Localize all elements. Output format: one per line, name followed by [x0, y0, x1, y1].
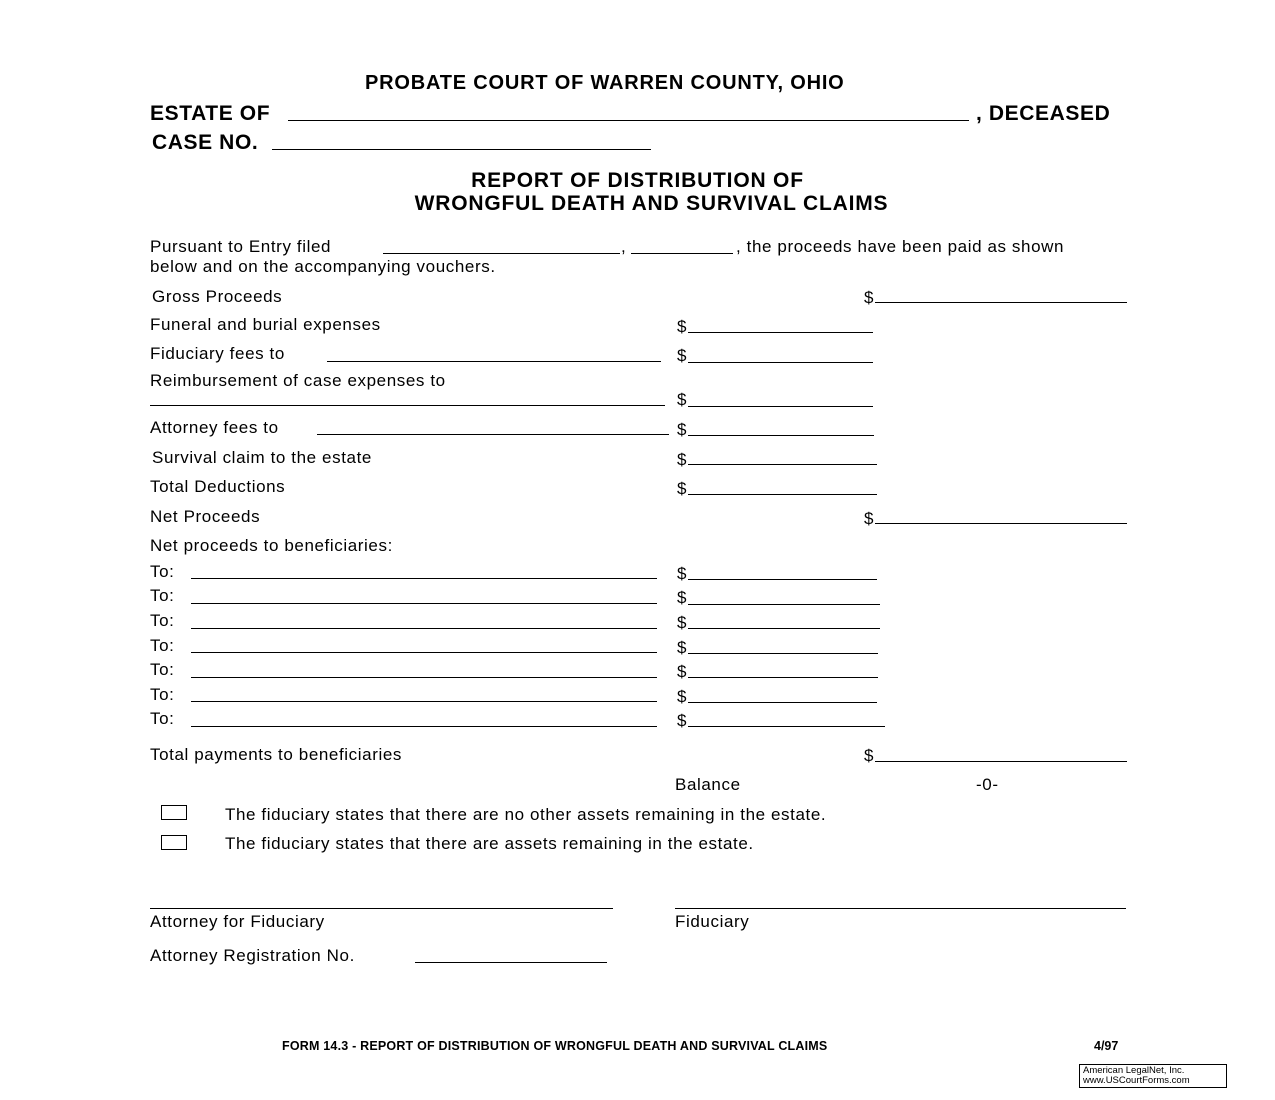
estate-of-label: ESTATE OF [150, 102, 271, 125]
attorney-name-field[interactable] [317, 434, 669, 435]
fiduciary-signature-line[interactable] [675, 908, 1126, 909]
publisher-stamp [1079, 1064, 1227, 1088]
dollar-sign: $ [677, 390, 688, 409]
case-no-field[interactable] [272, 149, 651, 150]
dollar-sign: $ [677, 613, 688, 632]
beneficiary-to-label: To: [150, 586, 175, 605]
fiduciary-label: Fiduciary [675, 912, 750, 931]
funeral-label: Funeral and burial expenses [150, 315, 381, 334]
entry-year-field[interactable] [631, 253, 733, 254]
dollar-sign: $ [864, 288, 875, 307]
assets-remaining-statement: The fiduciary states that there are assets remaining in the estate. [225, 834, 754, 853]
intro-comma: , [621, 237, 627, 256]
no-other-assets-checkbox[interactable] [161, 805, 187, 820]
reimbursement-label: Reimbursement of case expenses to [150, 371, 446, 390]
assets-remaining-checkbox[interactable] [161, 835, 187, 850]
dollar-sign: $ [677, 479, 688, 498]
fiduciary-fees-label: Fiduciary fees to [150, 344, 285, 363]
total-payments-amount[interactable] [875, 761, 1127, 762]
proceeds-text: , the proceeds have been paid as shown [736, 237, 1065, 256]
gross-proceeds-amount[interactable] [875, 302, 1127, 303]
dollar-sign: $ [677, 317, 688, 336]
beneficiary-name-field[interactable] [191, 578, 657, 579]
net-to-beneficiaries-label: Net proceeds to beneficiaries: [150, 536, 393, 555]
attorney-fees-label: Attorney fees to [150, 418, 279, 437]
total-deductions-label: Total Deductions [150, 477, 286, 496]
attorney-registration-field[interactable] [415, 962, 607, 963]
beneficiary-amount-field[interactable] [688, 726, 885, 727]
attorney-signature-line[interactable] [150, 908, 613, 909]
funeral-amount[interactable] [688, 332, 873, 333]
beneficiary-amount-field[interactable] [688, 579, 877, 580]
pursuant-label: Pursuant to Entry filed [150, 237, 332, 256]
balance-value: -0- [976, 775, 999, 794]
beneficiary-name-field[interactable] [191, 603, 657, 604]
dollar-sign: $ [677, 588, 688, 607]
dollar-sign: $ [864, 746, 875, 765]
reimbursement-amount[interactable] [688, 406, 873, 407]
beneficiary-name-field[interactable] [191, 652, 657, 653]
beneficiary-name-field[interactable] [191, 726, 657, 727]
reimbursement-payee-field[interactable] [150, 405, 665, 406]
dollar-sign: $ [677, 662, 688, 681]
net-proceeds-label: Net Proceeds [150, 507, 261, 526]
dollar-sign: $ [677, 346, 688, 365]
dollar-sign: $ [677, 420, 688, 439]
attorney-for-fiduciary-label: Attorney for Fiduciary [150, 912, 325, 931]
publisher-name: American LegalNet, Inc. [1083, 1065, 1185, 1076]
beneficiary-amount-field[interactable] [688, 628, 880, 629]
attorney-registration-label: Attorney Registration No. [150, 946, 355, 965]
beneficiary-to-label: To: [150, 685, 175, 704]
gross-proceeds-label: Gross Proceeds [152, 287, 283, 306]
dollar-sign: $ [677, 564, 688, 583]
fiduciary-name-field[interactable] [327, 361, 661, 362]
total-deductions-amount[interactable] [688, 494, 877, 495]
survival-claim-amount[interactable] [688, 464, 877, 465]
beneficiary-amount-field[interactable] [688, 604, 880, 605]
net-proceeds-amount[interactable] [875, 523, 1127, 524]
beneficiary-to-label: To: [150, 636, 175, 655]
dollar-sign: $ [677, 450, 688, 469]
survival-claim-label: Survival claim to the estate [152, 448, 372, 467]
attorney-fees-amount[interactable] [688, 435, 874, 436]
beneficiary-name-field[interactable] [191, 677, 657, 678]
beneficiary-amount-field[interactable] [688, 677, 878, 678]
beneficiary-to-label: To: [150, 660, 175, 679]
title-line-2: WRONGFUL DEATH AND SURVIVAL CLAIMS [414, 192, 889, 215]
case-no-label: CASE NO. [152, 131, 259, 154]
balance-label: Balance [675, 775, 741, 794]
dollar-sign: $ [677, 687, 688, 706]
deceased-label: , DECEASED [976, 102, 1111, 125]
beneficiary-amount-field[interactable] [688, 702, 877, 703]
beneficiary-name-field[interactable] [191, 701, 657, 702]
estate-name-field[interactable] [288, 120, 969, 121]
total-payments-label: Total payments to beneficiaries [150, 745, 403, 764]
dollar-sign: $ [677, 711, 688, 730]
no-other-assets-statement: The fiduciary states that there are no other assets remaining in the estate. [225, 805, 827, 824]
fiduciary-fees-amount[interactable] [688, 362, 873, 363]
title-line-1: REPORT OF DISTRIBUTION OF [471, 169, 804, 192]
beneficiary-name-field[interactable] [191, 628, 657, 629]
beneficiary-to-label: To: [150, 562, 175, 581]
court-name: PROBATE COURT OF WARREN COUNTY, OHIO [365, 72, 845, 94]
form-title-footer: FORM 14.3 - REPORT OF DISTRIBUTION OF WRONGFUL DEATH AND SURVIVAL CLAIMS [282, 1039, 828, 1053]
entry-date-field[interactable] [383, 253, 620, 254]
intro-line-2: below and on the accompanying vouchers. [150, 257, 496, 276]
form-revision: 4/97 [1094, 1039, 1119, 1053]
publisher-url: www.USCourtForms.com [1083, 1075, 1190, 1086]
dollar-sign: $ [677, 638, 688, 657]
beneficiary-to-label: To: [150, 709, 175, 728]
beneficiary-amount-field[interactable] [688, 653, 878, 654]
beneficiary-to-label: To: [150, 611, 175, 630]
dollar-sign: $ [864, 509, 875, 528]
